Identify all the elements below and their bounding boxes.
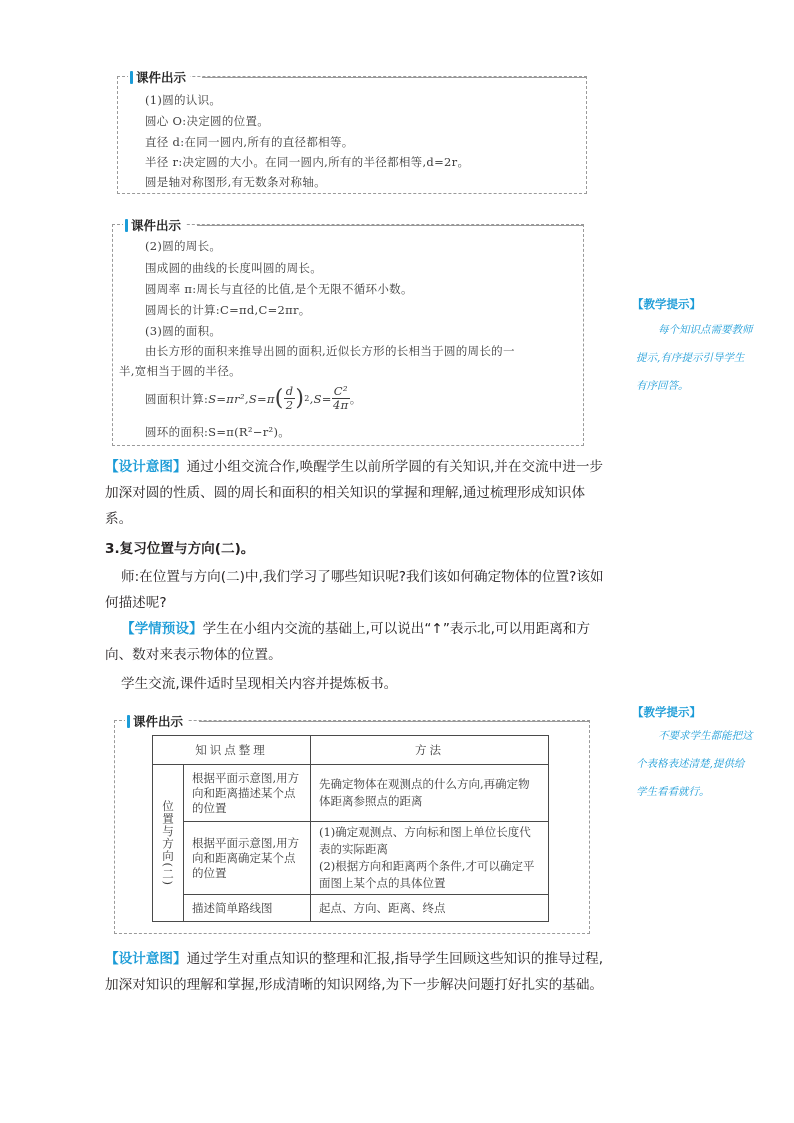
tag-marker-icon xyxy=(127,715,130,728)
courseware-tag: 课件出示 xyxy=(125,712,187,730)
table-cell-knowledge: 根据平面示意图,用方向和距离确定某个点的位置 xyxy=(184,822,311,895)
teaching-tip-text: 不要求学生都能把这个表格表述清楚,提供给学生看看就行。 xyxy=(636,730,753,798)
teaching-tip-heading: 【教学提示】 xyxy=(632,297,701,311)
fraction-d-over-2: $\frac{d}{2}$ xyxy=(285,384,294,412)
box1-line-1: (1)圆的认识。 xyxy=(145,93,222,107)
student-exchange: 学生交流,课件适时呈现相关内容并提炼板书。 xyxy=(121,676,398,692)
box2-line-7: 半,宽相当于圆的半径。 xyxy=(119,364,241,378)
box2-ring-area: 圆环的面积:S=π(R²−r²)。 xyxy=(145,425,291,439)
learning-preview: 【学情预设】学生在小组内交流的基础上,可以说出“↑”表示北,可以用距离和方向、数对来表示物体的位置。 xyxy=(105,621,591,663)
teacher-question: 师:在位置与方向(二)中,我们学习了哪些知识呢?我们该如何确定物体的位置?该如何描述呢? xyxy=(105,569,604,611)
teaching-tip-heading: 【教学提示】 xyxy=(632,705,701,719)
table-cell-knowledge: 描述简单路线图 xyxy=(184,895,311,922)
table-row xyxy=(153,895,549,922)
table-header-knowledge: 知识点整理 xyxy=(153,736,311,765)
tag-marker-icon xyxy=(130,71,133,84)
design-intent-2: 【设计意图】通过学生对重点知识的整理和汇报,指导学生回顾这些知识的推导过程,加深对知识的理解和掌握,形成清晰的知识网络,为下一步解决问题打好扎实的基础。 xyxy=(105,951,604,993)
box2-line-5: (3)圆的面积。 xyxy=(145,324,222,338)
courseware-tag: 课件出示 xyxy=(128,68,190,86)
box1-line-2: 圆心 O:决定圆的位置。 xyxy=(145,114,270,128)
teaching-tip-text: 每个知识点需要教师提示,有序提示引导学生有序回答。 xyxy=(636,324,753,392)
box1-line-4: 半径 r:决定圆的大小。在同一圆内,所有的半径都相等,d=2r。 xyxy=(145,155,470,169)
table-cell-method: 先确定物体在观测点的什么方向,再确定物体距离参照点的距离 xyxy=(311,765,549,822)
area-formula: 圆面积计算: S=πr²,S=π ( $\frac{d}{2}$ ) 2 ,S= $\frac{\text{C²}}{4\pi}$ 。 xyxy=(145,384,362,412)
fraction-c2-over-4pi: $\frac{\text{C²}}{4\pi}$ xyxy=(332,384,349,412)
courseware-tag: 课件出示 xyxy=(123,216,185,234)
courseware-box-2 xyxy=(112,218,584,446)
box1-line-3: 直径 d:在同一圆内,所有的直径都相等。 xyxy=(145,135,354,149)
section-heading: 3.复习位置与方向(二)。 xyxy=(105,541,255,557)
table-cell-method: (1)确定观测点、方向标和图上单位长度代表的实际距离 (2)根据方向和距离两个条件,才可以确定平面图上某个点的具体位置 xyxy=(311,822,549,895)
tag-marker-icon xyxy=(125,219,128,232)
table-cell-knowledge: 根据平面示意图,用方向和距离描述某个点的位置 xyxy=(184,765,311,822)
box2-line-4: 圆周长的计算:C=πd,C=2πr。 xyxy=(145,303,311,317)
table-row xyxy=(153,822,549,895)
table-group-label: 位置与方向(二) xyxy=(153,765,184,922)
design-intent-1: 【设计意图】通过小组交流合作,唤醒学生以前所学圆的有关知识,并在交流中进一步加深对圆的性质、圆的周长和面积的相关知识的掌握和理解,通过梳理形成知识体系。 xyxy=(105,459,604,527)
knowledge-table xyxy=(152,735,549,922)
courseware-box-1 xyxy=(117,70,587,194)
box2-line-1: (2)圆的周长。 xyxy=(145,239,222,253)
table-header-row xyxy=(153,736,549,765)
table-header-method: 方法 xyxy=(311,736,549,765)
table-cell-method: 起点、方向、距离、终点 xyxy=(311,895,549,922)
box1-line-5: 圆是轴对称图形,有无数条对称轴。 xyxy=(145,175,326,189)
table-row xyxy=(153,765,549,822)
box2-line-6: 由长方形的面积来推导出圆的面积,近似长方形的长相当于圆的周长的一 xyxy=(145,344,515,358)
box2-line-3: 圆周率 π:周长与直径的比值,是个无限不循环小数。 xyxy=(145,282,413,296)
box2-line-2: 围成圆的曲线的长度叫圆的周长。 xyxy=(145,261,322,275)
